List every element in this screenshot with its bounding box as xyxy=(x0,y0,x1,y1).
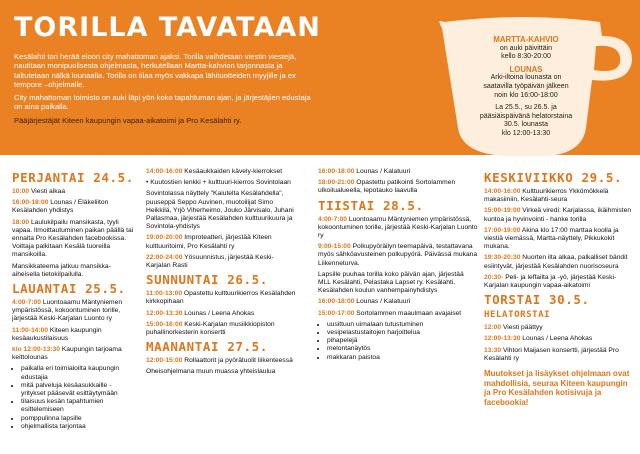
event-time: 19:30-20:30 xyxy=(484,254,521,262)
event-time: 15:00-19:00 xyxy=(484,207,521,215)
event-item xyxy=(12,188,135,196)
kahvio-info xyxy=(466,36,586,62)
event-text: Kulttuurikierros Ykkömökkelä makasiiniin, Kesälahti-seura xyxy=(484,188,609,204)
header-band xyxy=(0,0,640,155)
lounas-extra-line: La 25.5., su 26.5. ja xyxy=(495,104,557,112)
event-text: Rollaattorit ja pyörätuolit liikenteessä xyxy=(182,357,293,365)
event-item xyxy=(146,321,298,337)
event-text: Mansikkateema jatkuu mansikka-aiheisella tietokilpailulla. xyxy=(12,262,111,278)
event-item xyxy=(146,310,298,318)
intro-text xyxy=(14,52,314,129)
event-time: 12:00-15:00 xyxy=(146,357,183,365)
event-time: 12:00 xyxy=(484,324,502,332)
lounas-extra-line: 30.5. lounasta xyxy=(504,121,548,129)
lounas-title: LOUNAS xyxy=(509,64,543,74)
bullet-item: • uusittuun uimalaan tutustuminen xyxy=(327,321,478,329)
event-text: Sovintolassa näyttely "Kaiutelta Kesälahdella", puuseppä Seppo Auvinen, muotoilijat Simo Heikkilä, Yrjö Viherheimo, Jouko Järvisalo, Juhani Pallasmaa, järjestää Kesälahden kulttuurikuura ja Sovintola-yhdistys xyxy=(146,190,294,231)
event-text: Kuutostien lenkki + kulttuuri-kierros Sovintolaan xyxy=(150,179,291,187)
bullet-item: • tilaisuus kesän tapahtumien esittelemiseen xyxy=(21,398,135,414)
bullets-tiistai xyxy=(318,321,478,362)
info-box xyxy=(466,36,586,143)
event-item xyxy=(484,254,634,270)
event-item xyxy=(12,199,135,215)
event-time: 11:00-14:00 xyxy=(12,326,49,334)
event-item xyxy=(318,243,478,268)
day-heading-sunnuntai: SUNNUNTAI 26.5. xyxy=(146,272,268,288)
event-text: Viesti alkaa xyxy=(29,188,66,195)
event-time: klo 12:00-13:30 xyxy=(12,346,60,354)
event-item xyxy=(318,168,478,176)
event-item xyxy=(12,263,135,279)
day-heading-tiistai: TIISTAI 28.5. xyxy=(318,197,424,213)
event-text: Peli- ja leffailta ja -yö, järjestää Keski-Karjalan kaupungin vapaa-aikatoimi xyxy=(484,273,617,290)
schedule-column-3 xyxy=(318,168,478,365)
event-time: 11:00-13:00 xyxy=(146,290,183,298)
event-text: Keski-Karjalan musiikkiopiston puhallinorkesterin konsertti xyxy=(146,320,275,337)
event-text: Luontoaamu Mäntyniemen ympäristössä, kokoontuminen torille, järjestää Keski-Karjalan Luonto ry xyxy=(12,299,123,323)
event-text: Opastettu patikointi Sortolammen ulkoilualueella, lepotauko laavulla xyxy=(318,179,456,195)
event-item xyxy=(146,190,298,231)
event-time: 12:00-13:30 xyxy=(146,309,183,317)
event-item xyxy=(484,188,634,204)
event-text: Lounas / Leena Ahokas xyxy=(182,309,255,317)
day-heading-maanantai: MAANANTAI 27.5. xyxy=(146,339,268,355)
event-item xyxy=(12,346,135,362)
closing-note: Muutokset ja lisäykset ohjelmaan ovat mahdollisia, seuraa Kiteen kaupungin ja Pro Kesälahden kotisivuja ja facebookia! xyxy=(484,369,630,407)
event-time: 15:00-17:00 xyxy=(318,309,355,317)
intro-paragraph: Kesälahti tori herää eloon city mahattoman ajaksi. Torilla vaihdetaan viestin viestejä, nautitaan monipuolisesta ohjelmasta, herkutellaan Martta-kahvion tarjonnasta ja taltutetaan nälkä lounaalla. Torilla on tilaa myös vakkapa lähituotteiden myyjille ja ex tempore –ohjelmalle. xyxy=(14,52,297,89)
lounas-extra-line: pääsiäispäivänä helatorstaina xyxy=(479,112,573,120)
event-text: Oheisohjelmana muun muassa yhteislaulua xyxy=(146,368,276,376)
event-item xyxy=(484,324,634,332)
bullet-item: • pomppulinna lapsille xyxy=(21,415,135,423)
event-item xyxy=(146,254,298,270)
lounas-info xyxy=(466,66,586,100)
event-item xyxy=(12,219,135,260)
event-item xyxy=(484,207,634,223)
organizers-text: Pääjärjestäjät Kiteen kaupungin vapaa-aikatoimi ja Pro Kesälahti ry. xyxy=(14,115,242,125)
event-text: Luontoaamu Mäntyniemen ympäristössä, kokoontuminen torille, järjestää Keski-Karjalan Luonto ry xyxy=(318,215,478,240)
event-time: 16:00-18:00 xyxy=(318,298,355,306)
event-text: Yösuunnistus, järjestää Keski-Karjalan Rasti xyxy=(146,253,274,270)
event-item xyxy=(146,357,298,365)
event-time: 18:00-21:00 xyxy=(318,179,355,187)
events-maanantai-cont xyxy=(318,168,478,196)
event-item xyxy=(484,274,634,290)
event-text: Kesäaukkaiden kävely-kierrokset xyxy=(182,168,283,175)
event-item xyxy=(146,290,298,306)
event-text: Lounas / Kalatuuri xyxy=(354,168,411,175)
event-time: 4:00-7:00 xyxy=(318,215,347,223)
event-text: Kaupungin tarjoama keittolounas xyxy=(12,346,122,362)
event-time: 16:00-18:00 xyxy=(318,168,355,175)
schedule-column-4 xyxy=(484,168,634,407)
intro-paragraph: City mahattoman toimisto on auki läpi yön koko tapahtuman ajan, ja järjestäjien edustaja on aina paikalla. xyxy=(14,93,311,112)
event-time: 18:00 xyxy=(12,218,30,226)
day-subheading-helatorstai: HELATORSTAI xyxy=(484,310,551,321)
day-heading-keskiviikko: KESKIVIIKKO 29.5. xyxy=(484,170,623,185)
kahvio-line: kello 8:30-20:00 xyxy=(501,53,551,61)
events-sunnuntai xyxy=(146,290,298,337)
event-time: 17:00-19:00 xyxy=(484,226,521,234)
event-text: Lounas / Kalatuuri xyxy=(354,298,411,306)
event-time: 10:00 xyxy=(12,188,30,195)
event-item xyxy=(12,299,135,324)
bullet-icon: • xyxy=(146,179,151,187)
event-item xyxy=(146,168,298,176)
event-time: 16:00-18:00 xyxy=(12,199,49,207)
kahvio-title: MARTTA-KAHVIO xyxy=(493,35,559,44)
event-item xyxy=(12,327,135,343)
events-torstai xyxy=(484,324,634,363)
event-text: Kiteen kaupungin kesäaukustilaisuus xyxy=(12,326,102,342)
event-time: 15:00-16:00 xyxy=(146,320,183,328)
events-tiistai xyxy=(318,216,478,318)
event-time: 20:30- xyxy=(484,273,504,281)
events-lauantai xyxy=(12,299,135,362)
event-text: Akina klo 17:00 marttaa koolla ja viestiä viemässä, Martta-näyttely, Pikkukokit mukana. xyxy=(484,226,619,251)
event-time: 22:00-24:00 xyxy=(146,253,183,261)
event-item xyxy=(318,271,478,296)
bullet-item: • vesipelastustaitojen harjoittelua xyxy=(327,329,478,337)
event-text: Laulukilpailu mansikasta, tyyli vapaa. Ilmoittautuminen paikan päällä tai ennalta Pro Kesälahden facebookissa. Voittaja palkitaan Kesälä tuoreilla mansikoilla. xyxy=(12,218,134,259)
event-item xyxy=(484,335,634,343)
event-text: Sortolammen maaulmaan avajaiset xyxy=(354,309,462,317)
event-time: 19:00-20:00 xyxy=(146,234,183,242)
schedule-column-2 xyxy=(146,168,298,380)
event-time: 14:00-16:00 xyxy=(146,168,183,175)
events-maanantai xyxy=(146,357,298,376)
event-item xyxy=(146,179,298,187)
lounas-line: Arki-iltoina lounasta on xyxy=(490,74,562,82)
lounas-extra-line: klo 12:00-13:30 xyxy=(501,129,551,137)
bullet-item: • makkaran paistoa xyxy=(327,354,478,362)
event-item xyxy=(146,368,298,376)
bullet-item: • pihapelejä xyxy=(327,337,478,345)
day-heading-perjantai: PERJANTAI 24.5. xyxy=(12,170,134,185)
bullet-item: • ohjelmallista tarjontaa xyxy=(21,423,135,431)
kahvio-line: on auki päivittäin xyxy=(499,44,553,52)
event-item xyxy=(318,298,478,306)
event-text: Lounas / Leena Ahokas xyxy=(520,335,593,343)
event-item xyxy=(318,310,478,318)
events-perjantai xyxy=(12,188,135,279)
events-keskiviikko xyxy=(484,188,634,290)
event-text: Lapsille puuhaa torilla koko päivän ajan, järjestää MLL Kesälahti, Pelastaka Lapset ry. Kesälahti, Kesälahden koulun vanhempainyhdistys xyxy=(318,270,464,295)
event-item xyxy=(146,234,298,250)
event-item xyxy=(484,227,634,252)
event-text: Improteatteri, järjestää Kiteen kulttuuritoimi, Pro Kesälahti ry xyxy=(146,234,272,250)
day-heading-lauantai: LAUANTAI 25.5. xyxy=(12,281,126,297)
lounas-line: noin klo 16:00-18:00 xyxy=(494,91,558,99)
lounas-line: saatavilla työpäivän jälkeen xyxy=(483,82,569,90)
event-text: Polkupyöräilyn teemapäivä, testattavana myös sähköavusteinen polkupyörä. Päivässä mukana Liikenneturva. xyxy=(318,243,478,267)
event-time: 14:00-16:00 xyxy=(484,188,521,195)
event-time: 13:30 xyxy=(484,346,502,354)
event-item xyxy=(318,216,478,241)
bullet-item: • mitä palveluja kesäasukkaille - yritykset pääsevät esittäytymään xyxy=(21,382,135,398)
bullet-item: • paikalla eri toimialoilta kaupungin edustajia xyxy=(21,365,135,381)
event-text: Vihtori Maijasen konsertti, järjestää Pro Kesälahti ry xyxy=(484,346,619,362)
event-text: Virkeä viredi: Karjalassa, ikäihmisten kuntoa ja hyvinvointi - hanke torilla xyxy=(484,207,632,223)
day-heading-torstai: TORSTAI 30.5. xyxy=(484,292,590,308)
event-time: 4:00-7:00 xyxy=(12,299,41,307)
events-lauantai-cont xyxy=(146,168,298,270)
event-item xyxy=(318,179,478,195)
schedule-column-1 xyxy=(12,168,135,434)
event-time: 12:00-13:30 xyxy=(484,335,521,343)
weekend-lounas-info xyxy=(466,104,586,138)
page-title: TORILLA TAVATAAN xyxy=(14,12,321,43)
event-item xyxy=(484,347,634,363)
bullet-item: • melontanäytös xyxy=(327,345,478,353)
event-text: Opastettu kulttuurikierros Kesälahden kirkkopihaan xyxy=(146,290,296,306)
event-time: 9:00-15:00 xyxy=(318,243,351,251)
event-text: Nuorten ilta alkaa, palkalliset bändit esiintyvät, järjestää Kesälahden nuorisoseura xyxy=(484,254,628,270)
event-text: Lounas / Eläkeliiton Kesälahden yhdistys xyxy=(12,199,109,215)
event-text: Viesti päättyy xyxy=(501,324,543,332)
bullets-lauantai xyxy=(12,365,135,431)
